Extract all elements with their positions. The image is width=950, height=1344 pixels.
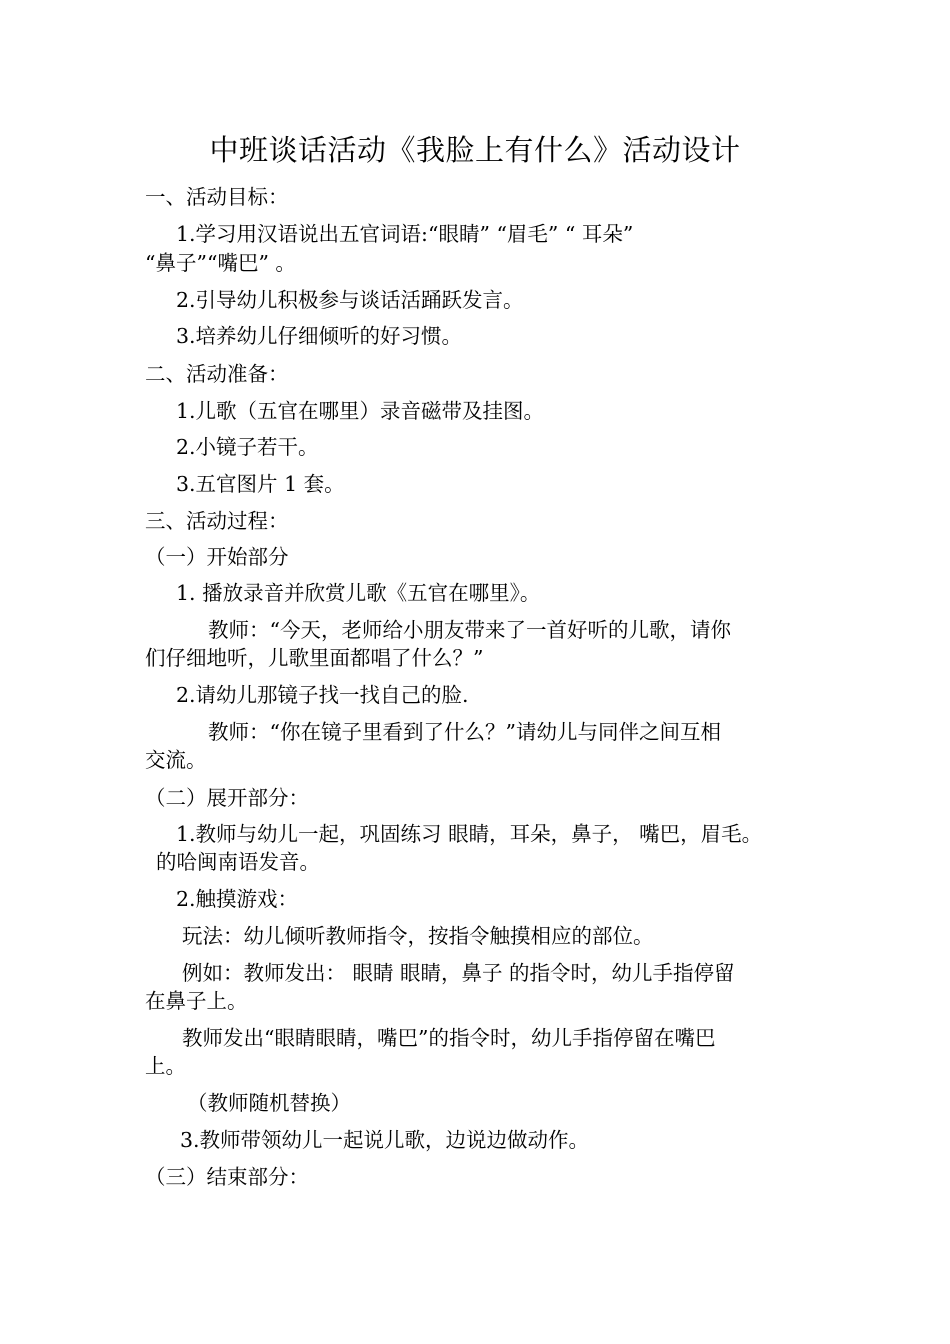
prep-item-2: 2.小镜子若干。 [176, 435, 319, 459]
section-heading-goals: 一、活动目标： [145, 185, 289, 209]
goal-item-2: 2.引导幼儿积极参与谈话活踊跃发言。 [176, 288, 524, 312]
section-heading-preparation: 二、活动准备： [145, 362, 289, 386]
game-example-2: 教师发出“眼睛眼睛，嘴巴”的指令时，幼儿手指停留在嘴巴 [182, 1026, 716, 1050]
develop-step-1-continued: 的哈闽南语发音。 [156, 850, 320, 874]
document-title: 中班谈话活动《我脸上有什么》活动设计 [209, 133, 741, 167]
start-step-2-teacher-line: 教师：“你在镜子里看到了什么？”请幼儿与同伴之间互相 [208, 720, 721, 744]
goal-item-1: 1.学习用汉语说出五官词语:“眼睛” “眉毛” “ 耳朵” [176, 222, 634, 246]
subsection-end: （三）结束部分： [145, 1165, 309, 1189]
section-heading-process: 三、活动过程： [145, 509, 289, 533]
game-example-continued: 在鼻子上。 [145, 989, 248, 1013]
start-step-1-teacher-line-continued: 们仔细地听，儿歌里面都唱了什么？” [145, 646, 484, 670]
game-note: （教师随机替换） [187, 1091, 351, 1115]
start-step-2-teacher-line-continued: 交流。 [145, 748, 207, 772]
develop-step-1: 1.教师与幼儿一起，巩固练习 眼睛，耳朵，鼻子， 嘴巴，眉毛。 [176, 822, 763, 846]
develop-step-2: 2.触摸游戏： [176, 887, 299, 911]
subsection-start: （一）开始部分 [145, 545, 289, 569]
game-example: 例如：教师发出： 眼睛 眼睛，鼻子 的指令时，幼儿手指停留 [182, 961, 735, 985]
start-step-2: 2.请幼儿那镜子找一找自己的脸. [176, 683, 469, 707]
game-rules: 玩法：幼儿倾听教师指令，按指令触摸相应的部位。 [182, 924, 654, 948]
goal-item-3: 3.培养幼儿仔细倾听的好习惯。 [176, 324, 463, 348]
game-example-2-continued: 上。 [145, 1054, 186, 1078]
subsection-develop: （二）展开部分： [145, 786, 309, 810]
start-step-1: 1. 播放录音并欣赏儿歌《五官在哪里》。 [176, 581, 541, 605]
start-step-1-teacher-line: 教师：“今天，老师给小朋友带来了一首好听的儿歌，请你 [208, 618, 731, 642]
goal-item-1-continued: “鼻子”“嘴巴” 。 [145, 251, 296, 275]
prep-item-1: 1.儿歌（五官在哪里）录音磁带及挂图。 [176, 399, 545, 423]
develop-step-3: 3.教师带领幼儿一起说儿歌，边说边做动作。 [180, 1128, 590, 1152]
prep-item-3: 3.五官图片 1 套。 [176, 472, 345, 496]
